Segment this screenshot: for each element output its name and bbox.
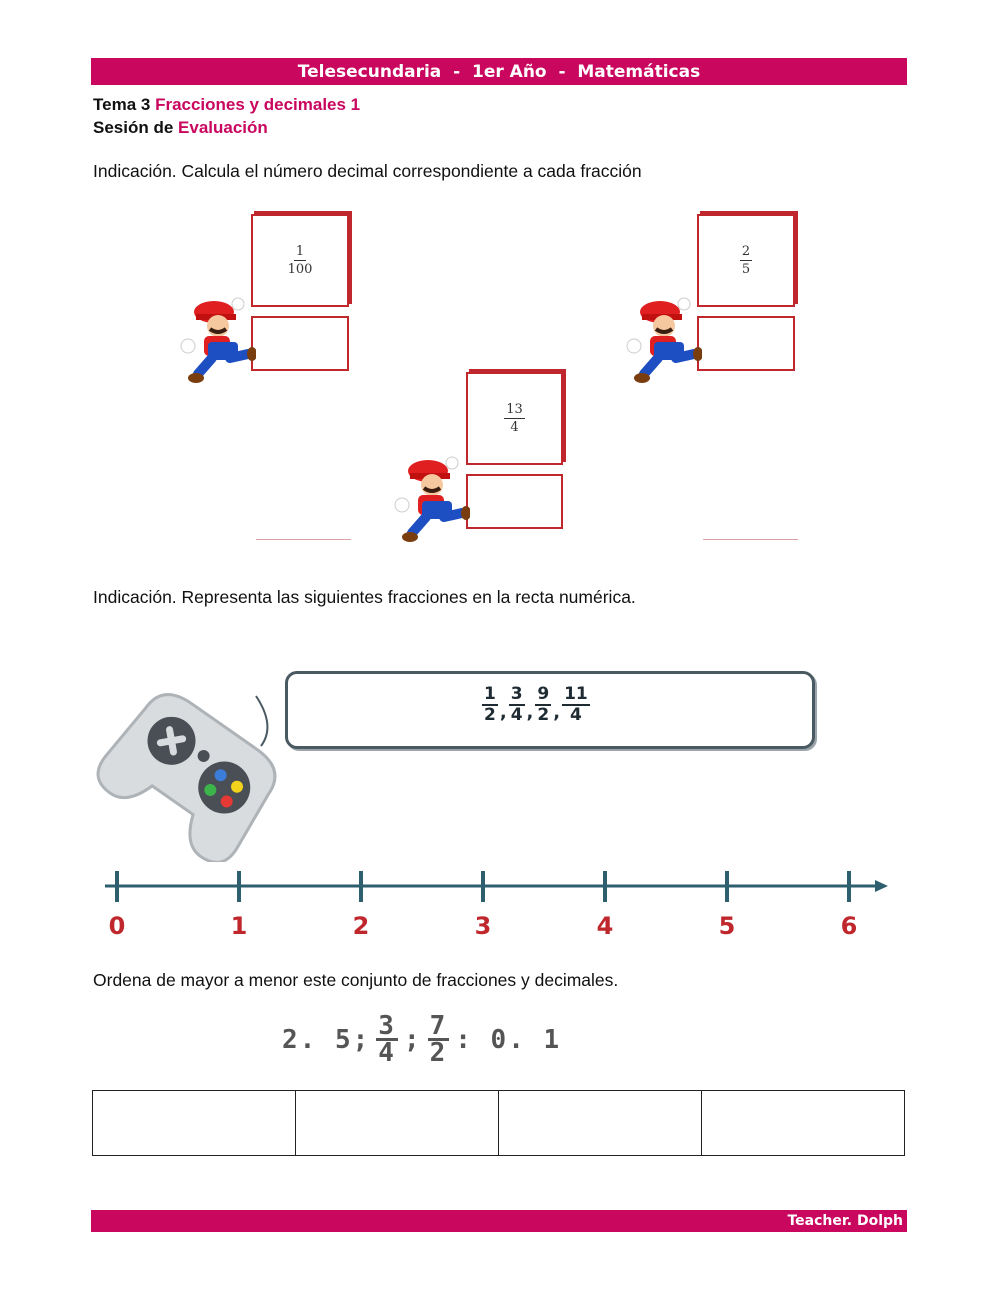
fraction-2: $\frac{2}{5}$	[741, 244, 751, 277]
header-title: Telesecundaria - 1er Año - Matemáticas	[297, 61, 701, 82]
list-fraction-1: 1 2	[484, 684, 496, 725]
number-line-arrow-icon	[875, 880, 888, 892]
order-answer-cell-4[interactable]	[702, 1091, 905, 1156]
gamepad-icon	[96, 686, 286, 862]
mario-icon	[176, 296, 256, 384]
set-separator: ;	[403, 1024, 422, 1055]
sesion-label: Sesión de	[93, 118, 174, 137]
answer-box-1[interactable]	[251, 316, 349, 371]
number-line-label: 3	[474, 912, 492, 940]
topic-block	[93, 93, 360, 139]
sesion-value: Evaluación	[178, 118, 268, 137]
number-line	[100, 866, 895, 942]
number-line-label: 5	[718, 912, 736, 940]
underline-1	[256, 539, 351, 540]
number-line-label: 1	[230, 912, 248, 940]
tema-label: Tema 3	[93, 95, 151, 114]
number-line-label: 2	[352, 912, 370, 940]
set-fraction-a: 3 4	[378, 1011, 396, 1068]
footer-text: Teacher. Dolph	[787, 1213, 903, 1229]
instruction-1: Indicación. Calcula el número decimal correspondiente a cada fracción	[93, 161, 642, 181]
fraction-list: 1 2 , 3 4 , 9 2 , 11 4	[484, 684, 588, 725]
fraction-card-3	[466, 372, 563, 465]
footer-bar	[91, 1210, 907, 1232]
order-answer-cell-2[interactable]	[296, 1091, 499, 1156]
mario-icon	[390, 455, 470, 543]
number-line-label: 6	[840, 912, 858, 940]
set-fraction-b: 7 2	[429, 1011, 448, 1068]
instruction-3: Ordena de mayor a menor este conjunto de fracciones y decimales.	[93, 970, 619, 990]
underline-2	[703, 539, 798, 540]
tema-value: Fracciones y decimales 1	[155, 95, 361, 114]
order-answer-cell-3[interactable]	[499, 1091, 702, 1156]
answer-box-3[interactable]	[466, 474, 563, 529]
list-fraction-4: 11 4	[564, 684, 588, 725]
order-answer-cell-1[interactable]	[93, 1091, 296, 1156]
fraction-card-1	[251, 214, 349, 307]
list-fraction-3: 9 2	[537, 684, 550, 725]
answer-box-2[interactable]	[697, 316, 795, 371]
set-first-value: 2. 5;	[282, 1024, 371, 1055]
order-set	[282, 1011, 562, 1068]
instruction-2: Indicación. Representa las siguientes fracciones en la recta numérica.	[93, 587, 636, 607]
fraction-3: $\frac{13}{4}$	[506, 402, 523, 435]
fraction-card-2	[697, 214, 795, 307]
set-last-value: : 0. 1	[455, 1024, 562, 1055]
mario-icon	[622, 296, 702, 384]
number-line-label: 0	[108, 912, 126, 940]
list-fraction-2: 3 4	[510, 684, 523, 725]
fraction-1: $\frac{1}{100}$	[287, 244, 313, 277]
header-bar	[91, 58, 907, 85]
order-answer-table	[92, 1090, 905, 1156]
number-line-label: 4	[596, 912, 614, 940]
